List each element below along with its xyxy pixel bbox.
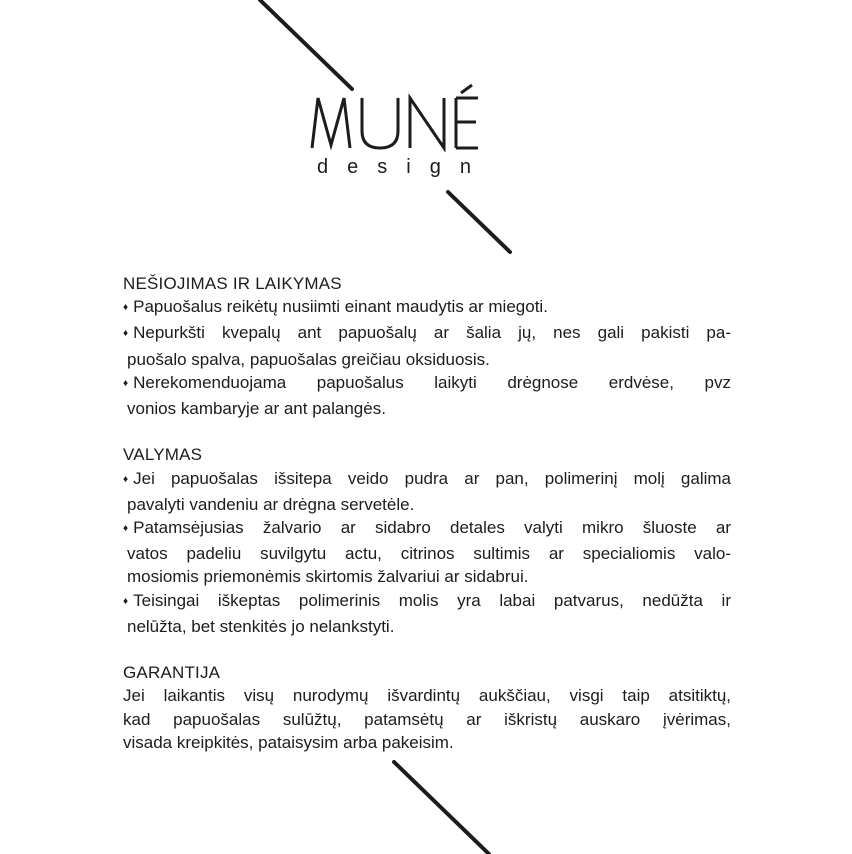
line-text: Jei laikantis visų nurodymų išvardintų aukščiau, visgi taip atsitiktų, (123, 686, 731, 706)
line-text: Teisingai iškeptas polimerinis molis yra labai patvarus, nedūžta ir (133, 590, 731, 610)
text-line (123, 615, 731, 638)
section-heading: GARANTIJA (123, 663, 221, 683)
bullet-diamond-icon: ♦ (123, 328, 129, 340)
section-wearing-storage (123, 272, 731, 420)
line-text: nelūžta, bet stenkitės jo nelankstyti. (127, 616, 395, 636)
section-heading: NEŠIOJIMAS IR LAIKYMAS (123, 274, 342, 293)
line-text: kad papuošalas sulūžtų, patamsėtų ar iškristų auskaro įvėrimas, (123, 709, 731, 729)
bullet-diamond-icon: ♦ (123, 595, 129, 607)
line-text: Papuošalus reikėtų nusiimti einant maudytis ar miegoti. (133, 297, 548, 317)
line-text: vatos padeliu suvilgytu actu, citrinos sultimis ar specialiomis valo- (127, 544, 731, 564)
text-line (123, 589, 731, 615)
diagonal-line-top (260, 0, 352, 89)
section-warranty (123, 661, 731, 754)
brand-logo-letters-icon (310, 84, 480, 152)
line-text: Jei papuošalas išsitepa veido pudra ar pan, polimerinį molį galima (133, 468, 731, 488)
line-text: Patamsėjusias žalvario ar sidabro detales valyti mikro šluoste ar (133, 518, 731, 538)
text-line (123, 321, 731, 347)
line-text: visada kreipkitės, pataisysim arba pakeisim. (123, 732, 454, 752)
line-text: pavalyti vandeniu ar drėgna servetėle. (127, 494, 415, 514)
section-heading: VALYMAS (123, 445, 203, 465)
brand-subtitle: design (317, 156, 490, 178)
bullet-diamond-icon: ♦ (123, 302, 129, 314)
line-text: Nepurkšti kvepalų ant papuošalų ar šalia jų, nes gali pakisti pa- (133, 323, 731, 343)
care-instructions (123, 272, 731, 754)
text-line (123, 493, 731, 516)
line-text: Nerekomenduojama papuošalus laikyti drėgnose erdvėse, pvz (133, 372, 731, 392)
text-line (123, 348, 731, 371)
text-line (123, 565, 731, 588)
diagonal-line-bottom (394, 762, 489, 854)
line-text: mosiomis priemonėmis skirtomis žalvariui ar sidabrui. (127, 567, 529, 587)
section-cleaning (123, 443, 731, 638)
text-line (123, 397, 731, 420)
text-line (123, 708, 731, 731)
text-line (123, 295, 731, 321)
brand-logo (310, 84, 480, 152)
bullet-diamond-icon: ♦ (123, 377, 129, 389)
text-line (123, 516, 731, 542)
bullet-diamond-icon: ♦ (123, 523, 129, 535)
text-line (123, 684, 731, 707)
line-text: vonios kambaryje ar ant palangės. (127, 399, 386, 419)
bullet-diamond-icon: ♦ (123, 473, 129, 485)
text-line (123, 467, 731, 493)
text-line (123, 371, 731, 397)
diagonal-line-middle (448, 192, 510, 252)
line-text: puošalo spalva, papuošalas greičiau oksiduosis. (127, 349, 490, 369)
text-line (123, 731, 731, 754)
text-line (123, 542, 731, 565)
